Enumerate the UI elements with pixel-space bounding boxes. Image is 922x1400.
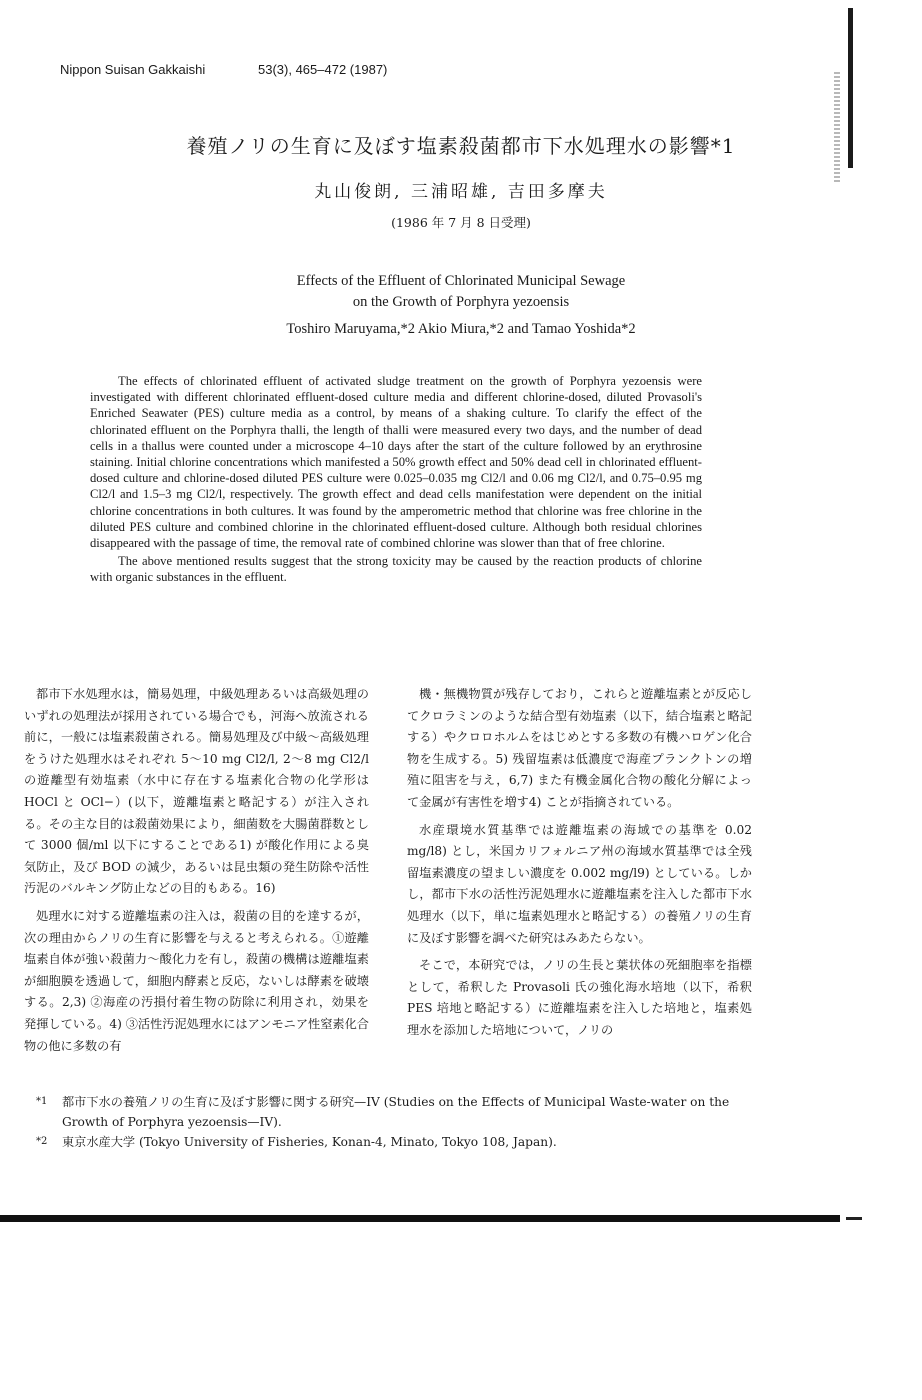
footnote-mark: *2 [36,1136,48,1147]
body-paragraph: 水産環境水質基準では遊離塩素の海域での基準を 0.02 mg/l8) とし，米国カリフォルニア州の海域水質基準では全残留塩素濃度の望ましい濃度を 0.002 mg/l9) としている。しかし，都市下水の活性汚泥処理水に遊離塩素を注入した都市下水処理水（以下，単に塩素処理水と略記する）の養殖ノリの生育に及ぼす影響を調べた研究はみあたらない。 [407,822,752,945]
scan-noise [834,72,840,182]
japanese-authors: 丸山俊朗, 三浦昭雄, 吉田多摩夫 [314,182,608,202]
received-date: (1986 年 7 月 8 日受理) [391,215,531,230]
body-column-right [407,684,752,1048]
abstract-paragraph: The above mentioned results suggest that the strong toxicity may be caused by the reaction products of chlorine with organic substances in the effluent. [90,554,702,585]
body-paragraph: 都市下水処理水は，簡易処理，中級処理あるいは高級処理のいずれの処理法が採用されている場合でも，河海へ放流される前に，一般には塩素殺菌される。簡易処理及び中級～高級処理をうけた処理水はそれぞれ 5～10 mg Cl2/l, 2～8 mg Cl2/l の遊離型有効塩素（水中に存在する塩素化合物の化学形は HOCl と OCl−）(以下，遊離塩素と略記する）が注入される。その主な目的は殺菌効果により，細菌数を大腸菌群数として 3000 個/ml 以下にすることである1) が酸化作用による臭気防止，及び BOD の減少，あるいは昆虫類の発生防除や活性汚泥のバルキング防止などの目的もある。16) [24,687,369,896]
bottom-rule [0,1215,840,1222]
english-title [0,271,922,313]
footnote-mark: *1 [36,1096,48,1107]
page-edge-mark [846,1217,862,1220]
body-paragraph: 処理水に対する遊離塩素の注入は，殺菌の目的を達するが，次の理由からノリの生育に影響を与えると考えられる。①遊離塩素自体が強い殺菌力～酸化力を有し，殺菌の機構は遊離塩素が細胞膜を透過して，細胞内酵素と反応，ないしは酵素を破壊する。2,3) ②海産の汚損付着生物の防除に利用され，効果を発揮している。4) ③活性汚泥処理水にはアンモニア性窒素化合物の他に多数の有 [24,908,369,1053]
journal-citation: 53(3), 465–472 (1987) [258,62,388,77]
english-title-line2: on the Growth of Porphyra yezoensis [352,294,570,310]
body-column-left [24,684,369,1063]
abstract [90,373,702,586]
footnotes [36,1092,756,1152]
body-paragraph: そこで，本研究では，ノリの生長と葉状体の死細胞率を指標として，希釈した Provasoli 氏の強化海水培地（以下，希釈 PES 培地と略記する）に遊離塩素を注入した培地と，塩素処理水を添加した培地について，ノリの [407,958,752,1037]
journal-name: Nippon Suisan Gakkaishi [60,62,206,77]
abstract-paragraph: The effects of chlorinated effluent of activated sludge treatment on the growth of Porphyra yezoensis were investigated with different chlorinated effluent-dosed culture media and different chlorine-dosed, diluted Provasoli's Enriched Seawater (PES) culture media as a control, by means of a shaking culture. To clarify the effect of the chlorinated effluent on the Porphyra thalli, the length of thalli were measured every two days, and the number of dead cells in a thallus were counted under a microscope 4–10 days after the start of the culture followed by an erythrosine staining. Initial chlorine concentrations which manifested a 50% growth effect and 50% dead cell in chlorinated effluent-dosed culture and chlorine-dosed diluted PES culture were 0.025–0.035 mg Cl2/l and 0.06 mg Cl2/l, and 0.75–0.95 mg Cl2/l and 1.5–3 mg Cl2/l, respectively. The growth effect and dead cells manifestation were dependent on the initial chlorine concentrations in both cultures. It was found by the amperometric method that chlorine was free chlorine in the diluted PES culture and combined chlorine in the chlorinated effluent-dosed culture. Although both residual chlorines disappeared with the passage of time, the removal rate of combined chlorine was slower than that of free chlorine. [90,374,702,551]
english-authors: Toshiro Maruyama,*2 Akio Miura,*2 and Tamao Yoshida*2 [286,321,636,337]
english-title-line1: Effects of the Effluent of Chlorinated Municipal Sewage [296,273,626,289]
footnote [36,1092,756,1132]
footnote-text: 東京水産大学 (Tokyo University of Fisheries, Konan-4, Minato, Tokyo 108, Japan). [62,1135,557,1149]
footnote-text: 都市下水の養殖ノリの生育に及ぼす影響に関する研究—IV (Studies on the Effects of Municipal Waste-water on the Growth of Porphyra yezoensis—IV). [62,1095,730,1129]
body-paragraph: 機・無機物質が残存しており，これらと遊離塩素とが反応してクロラミンのような結合型有効塩素（以下，結合塩素と略記する）やクロロホルムをはじめとする多数の有機ハロゲン化合物を生成する。5) 残留塩素は低濃度で海産プランクトンの増殖に阻害を与え，6,7) また有機金属化合物の酸化分解によって金属が有害性を増す4) ことが指摘されている。 [407,687,752,809]
japanese-title: 養殖ノリの生育に及ぼす塩素殺菌都市下水処理水の影響*1 [186,134,736,158]
footnote [36,1132,756,1152]
